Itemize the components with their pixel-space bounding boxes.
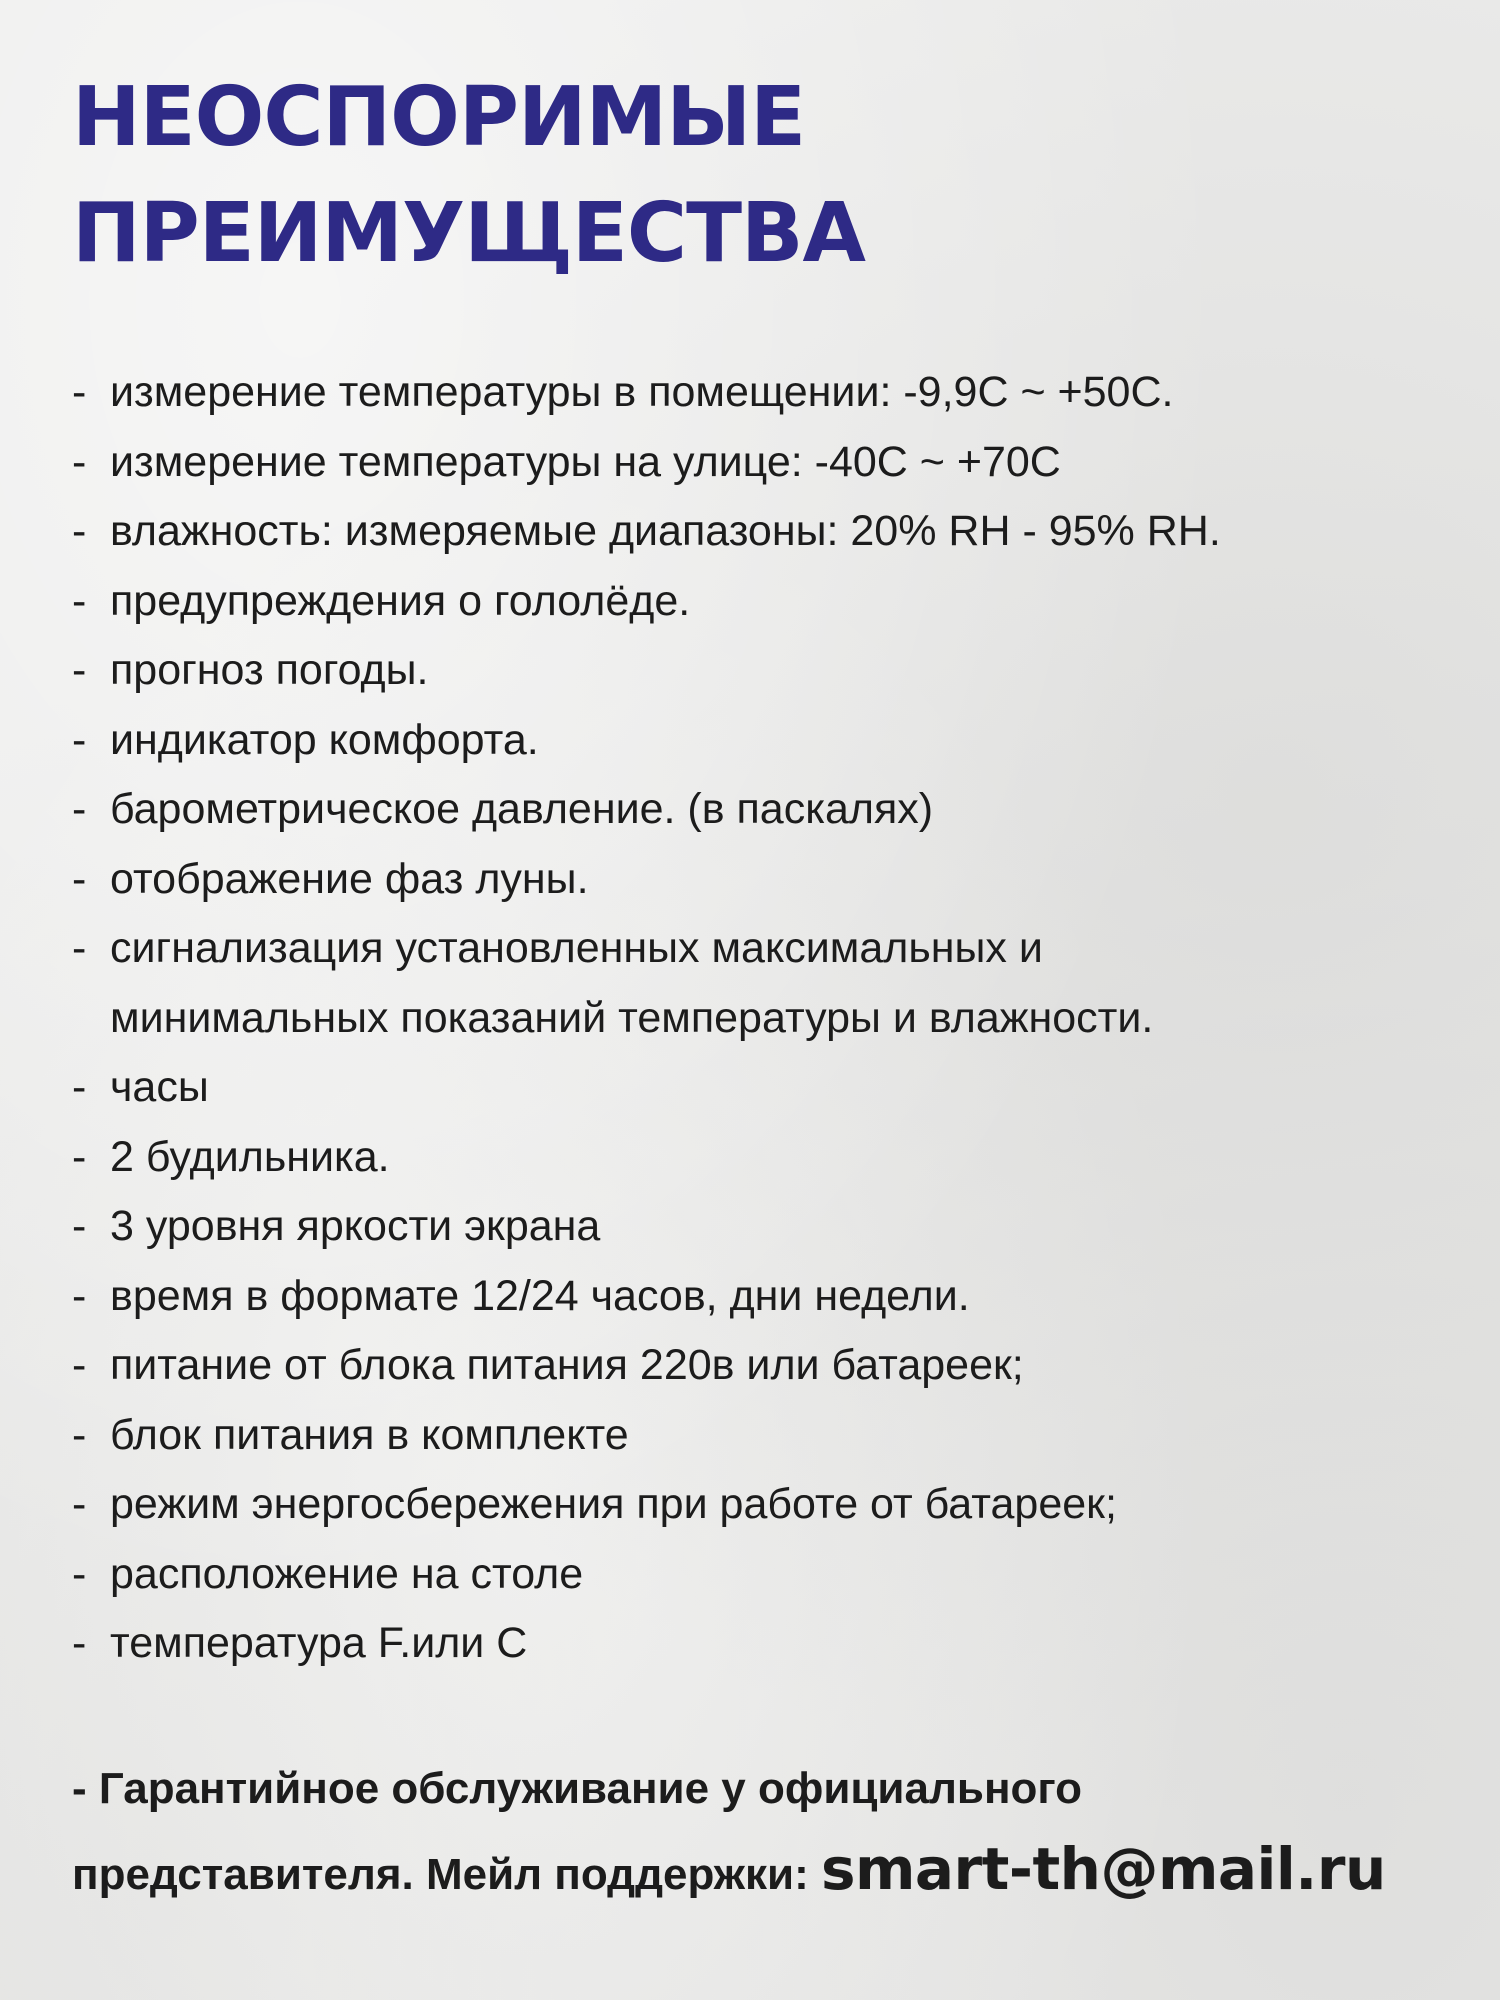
feature-item — [72, 775, 1442, 845]
feature-text: режим энергосбережения при работе от батареек; — [110, 1480, 1117, 1528]
feature-item — [72, 1540, 1442, 1610]
feature-item — [72, 1192, 1442, 1262]
feature-item — [72, 636, 1442, 706]
feature-text: время в формате 12/24 часов, дни недели. — [110, 1271, 970, 1320]
bullet-dash: - — [72, 785, 87, 833]
page-title — [72, 60, 1442, 292]
feature-text: измерение температуры на улице: -40С ~ +70С — [110, 437, 1061, 486]
page — [72, 60, 1442, 1915]
feature-list — [72, 358, 1442, 1679]
feature-item — [72, 1401, 1442, 1471]
feature-item — [72, 497, 1442, 567]
feature-text: часы — [110, 1063, 209, 1111]
feature-item — [72, 358, 1442, 428]
feature-text: сигнализация установленных максимальных и — [110, 924, 1043, 972]
feature-text: измерение температуры в помещении: -9,9С ~ +50С. — [110, 368, 1174, 416]
feature-text: барометрическое давление. (в паскалях) — [110, 785, 934, 833]
bullet-dash: - — [72, 854, 87, 903]
bullet-dash: - — [72, 1619, 87, 1667]
warranty-note — [72, 1749, 1442, 1915]
feature-item — [72, 914, 1442, 984]
feature-item — [72, 845, 1442, 915]
feature-text: расположение на столе — [110, 1549, 584, 1598]
feature-item — [72, 1123, 1442, 1193]
feature-item — [72, 428, 1442, 498]
feature-text: прогноз погоды. — [110, 646, 429, 694]
feature-item — [72, 1470, 1442, 1540]
title-line-1: НЕОСПОРИМЫЕ — [72, 70, 806, 165]
bullet-dash: - — [72, 646, 87, 694]
bullet-dash: - — [72, 1271, 87, 1320]
feature-item — [72, 567, 1442, 637]
bullet-dash: - — [72, 437, 87, 486]
feature-item-continuation — [72, 984, 1442, 1054]
title-line-2: ПРЕИМУЩЕСТВА — [72, 186, 865, 281]
feature-text: блок питания в комплекте — [110, 1410, 629, 1459]
feature-item — [72, 1053, 1442, 1123]
feature-text: 2 будильника. — [110, 1132, 390, 1181]
feature-text: температура F.или С — [110, 1619, 528, 1667]
feature-text: индикатор комфорта. — [110, 715, 539, 764]
warranty-text: - Гарантийное обслуживание у официального — [72, 1763, 1083, 1813]
bullet-dash: - — [72, 576, 87, 625]
feature-text: отображение фаз луны. — [110, 854, 589, 903]
support-line — [72, 1829, 1442, 1915]
support-label: представителя. Мейл поддержки: — [72, 1849, 821, 1899]
bullet-dash: - — [72, 715, 87, 764]
bullet-dash: - — [72, 1202, 87, 1250]
feature-text: влажность: измеряемые диапазоны: 20% RH - 95% RH. — [110, 507, 1221, 555]
feature-text: питание от блока питания 220в или батареек; — [110, 1341, 1024, 1389]
feature-item — [72, 1331, 1442, 1401]
feature-text: минимальных показаний температуры и влажности. — [110, 993, 1154, 1042]
feature-text: предупреждения о гололёде. — [110, 576, 691, 625]
feature-text: 3 уровня яркости экрана — [110, 1202, 601, 1250]
bullet-dash: - — [72, 1341, 87, 1389]
feature-item — [72, 1262, 1442, 1332]
bullet-dash: - — [72, 1480, 87, 1528]
bullet-dash: - — [72, 924, 87, 972]
support-email[interactable]: smart-th@mail.ru — [820, 1834, 1386, 1903]
bullet-dash: - — [72, 1063, 87, 1111]
bullet-dash: - — [72, 507, 87, 555]
bullet-dash: - — [72, 368, 87, 416]
bullet-dash: - — [72, 1549, 87, 1598]
bullet-dash: - — [72, 1410, 87, 1459]
bullet-dash: - — [72, 1132, 87, 1181]
feature-item — [72, 706, 1442, 776]
feature-item — [72, 1609, 1442, 1679]
